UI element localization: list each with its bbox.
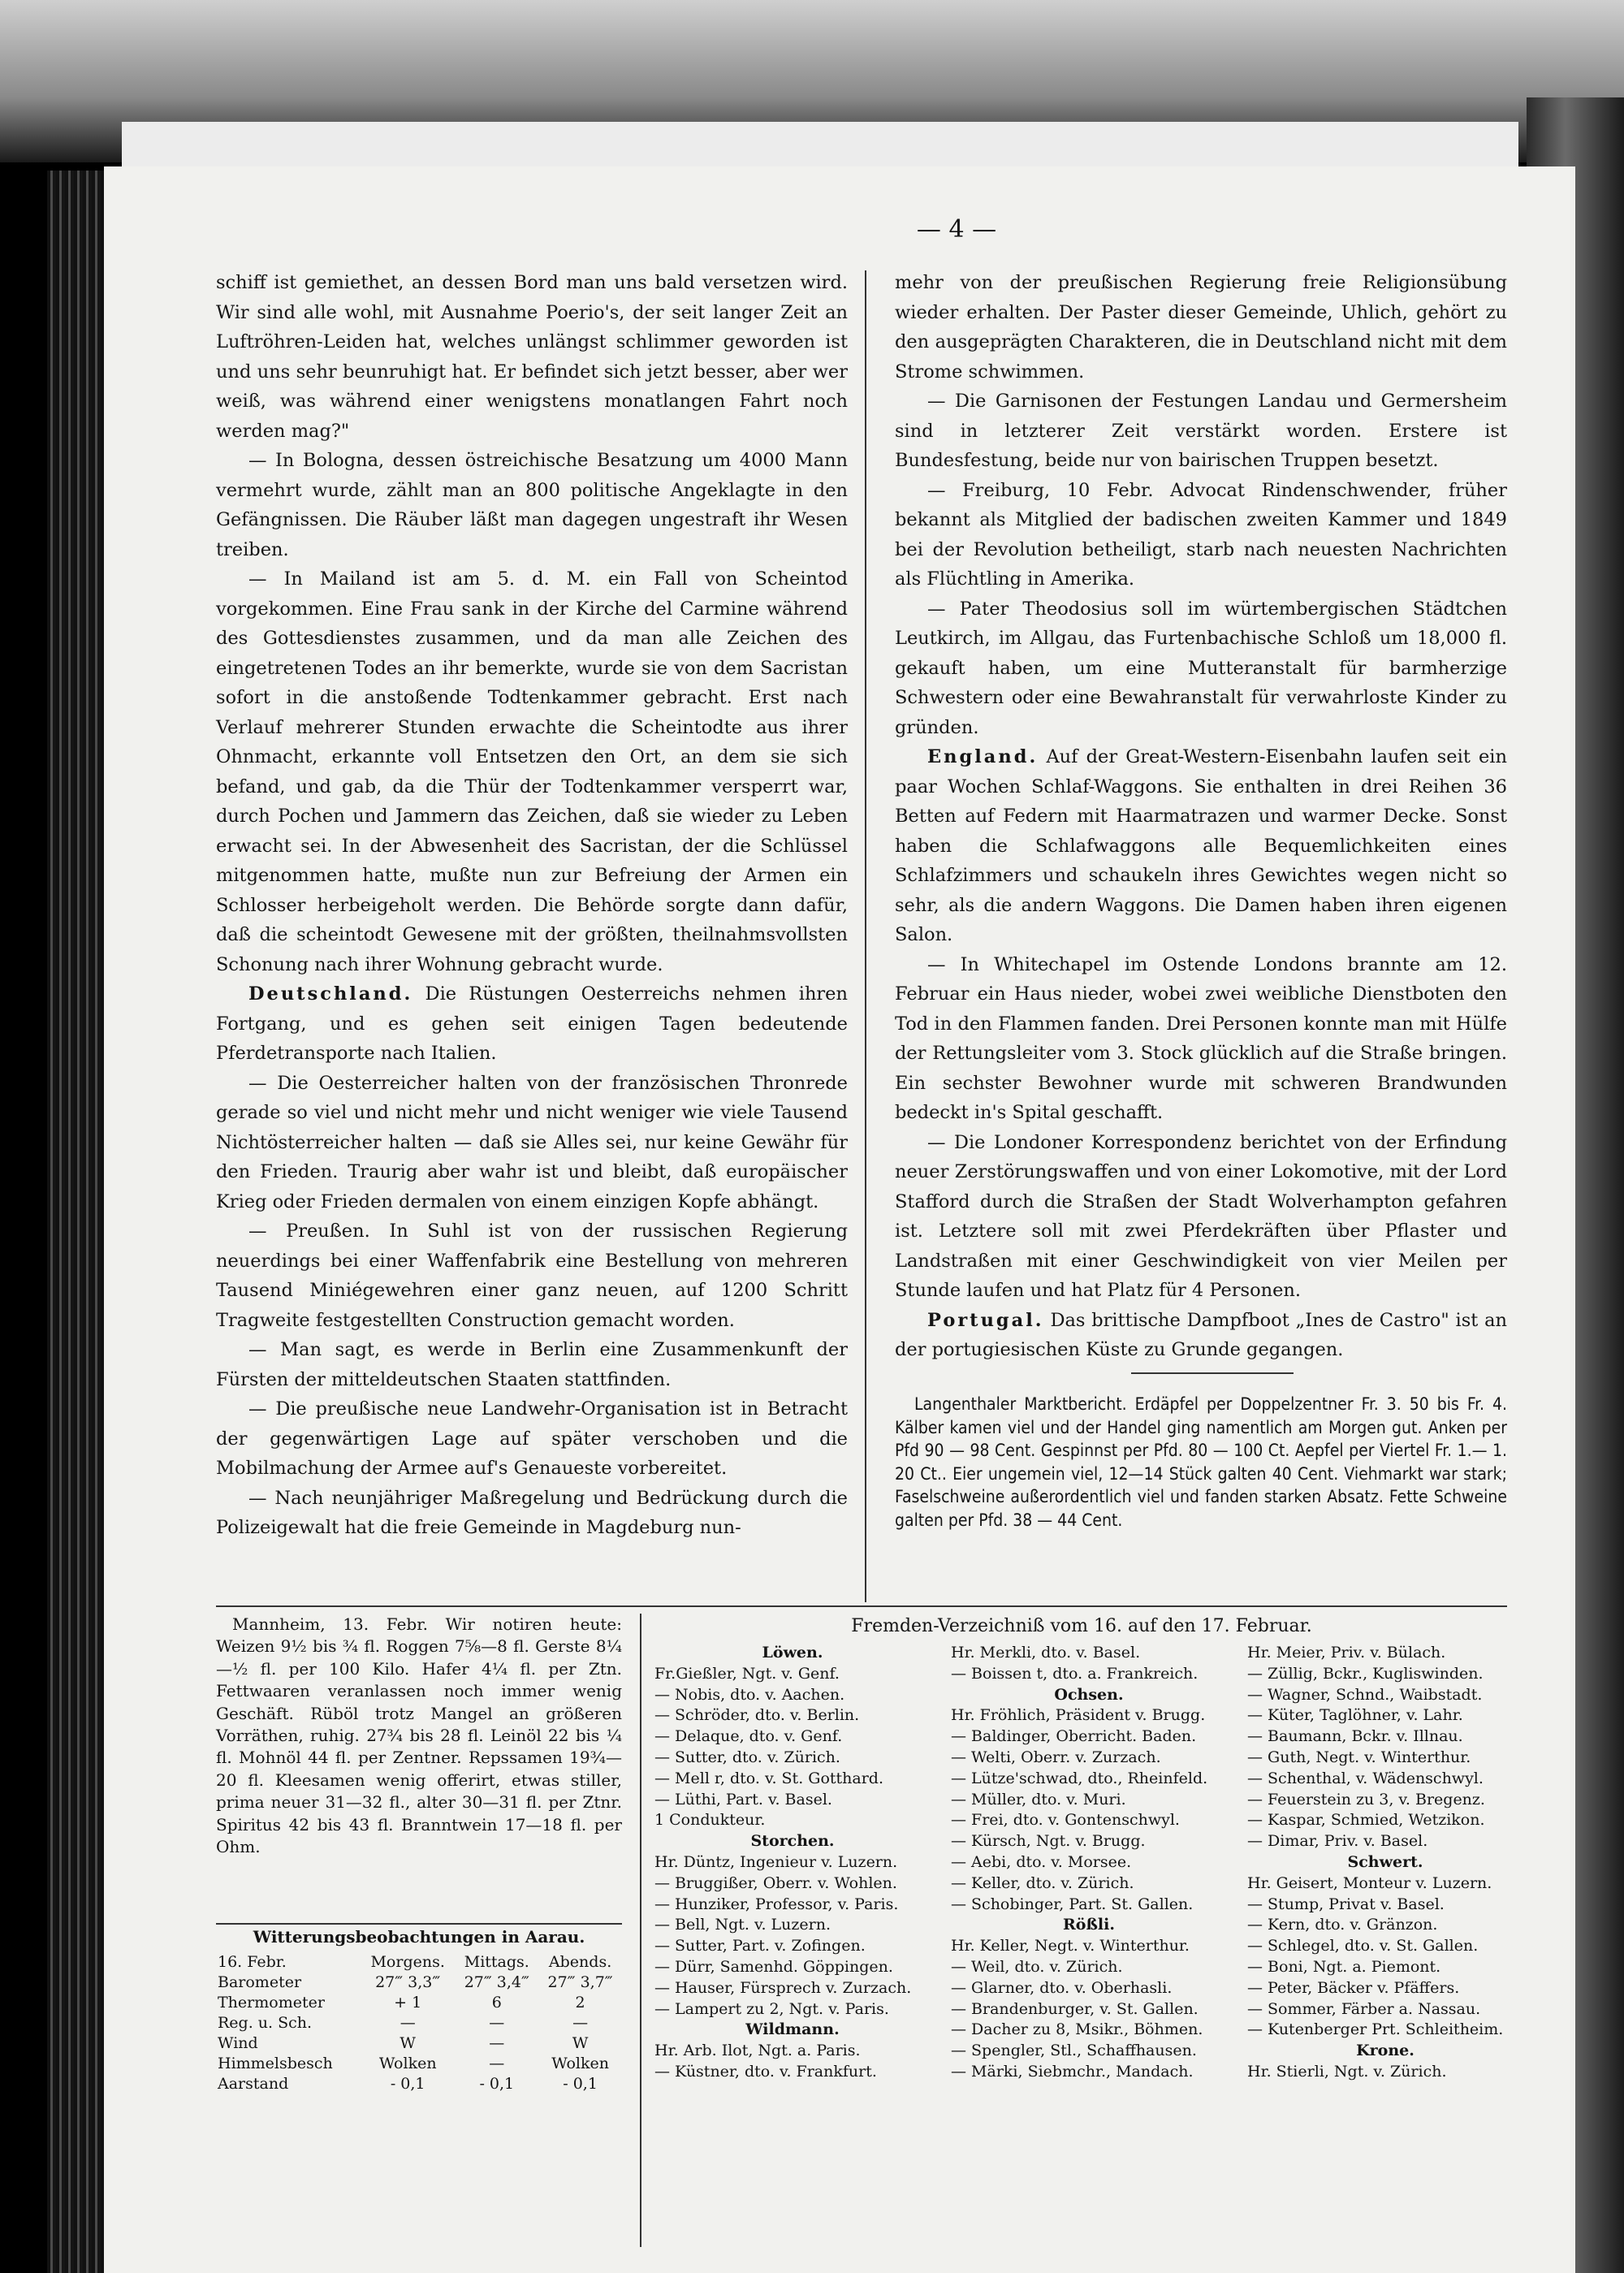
section-divider [1131, 1372, 1294, 1374]
article-paragraph: — Preußen. In Suhl ist von der russischen Regierung neuerdings bei einer Waffenfabrik eine Bestellung von mehreren Tausend Miniégewehren einer ganz neuen, auf 1200 Schritt Tragweite festgestellten Construction gemacht worden. [216, 1221, 848, 1331]
guest-entry: — Lüthi, Part. v. Basel. [654, 1790, 832, 1808]
article-paragraph: — Man sagt, es werde in Berlin eine Zusammenkunft der Fürsten der mitteldeutschen Staaten stattfinden. [216, 1339, 848, 1390]
guest-entry: — Frei, dto. v. Gontenschwyl. [951, 1811, 1180, 1830]
guest-entry: — Küstner, dto. v. Frankfurt. [654, 2062, 877, 2081]
article-paragraph: — In Mailand ist am 5. d. M. ein Fall von Scheintod vorgekommen. Eine Frau sank in der Kirche del Carmine während des Gottesdienstes zusammen, und da man alle Zeichen des eingetretenen Todes an ihr bemerkte, wurde sie von dem Sacristan sofort in die anstoßende Todtenkammer gebracht. Erst nach Verlauf mehrerer Stunden erwachte die Scheintodte aus ihrer Ohnmacht, erkannte voll Entsetzen den Ort, an dem sie sich befand, und gab, da die Thür der Todtenkammer versperrt war, durch Pochen und Jammern das Zeichen, daß sie wieder zu Leben erwacht sei. In der Abwesenheit des Sacristan, der die Schlüssel mitgenommen hatte, mußte nun zur Befreiung der Armen ein Schlosser herbeigeholt werden. Die Behörde sorgte dann dafür, daß die scheintodt Gewesene mit der größten, theilnahmsvollsten Schonung nach ihrer Wohnung gebracht wurde. [216, 568, 848, 975]
guest-entry: — Märki, Siebmchr., Mandach. [951, 2062, 1194, 2081]
guest-entry: 1 Condukteur. [654, 1811, 766, 1830]
guest-entry: — Nobis, dto. v. Aachen. [654, 1685, 845, 1704]
guest-entry: — Stump, Privat v. Basel. [1247, 1895, 1445, 1913]
guest-entry: — Züllig, Bckr., Kugliswinden. [1247, 1664, 1484, 1683]
guest-entry: — Kern, dto. v. Gränzon. [1247, 1916, 1438, 1934]
weather-row [216, 2073, 622, 2094]
weather-cell: — [489, 2013, 505, 2032]
weather-cell: - 0,1 [563, 2074, 598, 2093]
article-paragraph: Deutschland. Die Rüstungen Oesterreichs nehmen ihren Fortgang, und es gehen seit einigen Tagen bedeutende Pferdetransporte nach Italien. [216, 983, 848, 1064]
weather-cell: Himmelsbesch [218, 2054, 333, 2072]
guest-entry: — Glarner, dto. v. Oberhasli. [951, 1978, 1173, 1997]
guest-entry: — Bell, Ngt. v. Luzern. [654, 1916, 831, 1934]
weather-title: Witterungsbeobachtungen in Aarau. [253, 1927, 585, 1947]
weather-cell: Wind [218, 2033, 258, 2052]
article-paragraph: — In Bologna, dessen östreichische Besatzung um 4000 Mann vermehrt wurde, zählt man an 800 politische Angeklagte in den Gefängnissen. Die Räuber läßt man dagegen ungestraft ihr Wesen treiben. [216, 450, 848, 560]
weather-cell: — [400, 2013, 416, 2032]
section-heading-deutschland: Deutschland. [248, 983, 413, 1005]
section-heading-england: England. [927, 746, 1039, 767]
weather-divider [216, 1923, 622, 1925]
guest-entry: — Welti, Oberr. v. Zurzach. [951, 1748, 1161, 1766]
weather-cell: Reg. u. Sch. [218, 2013, 313, 2032]
weather-cell: 2 [575, 1993, 585, 2012]
weather-cell: — [489, 2054, 505, 2072]
guest-entry: — Guth, Negt. v. Winterthur. [1247, 1748, 1471, 1766]
guest-entry: — Bruggißer, Oberr. v. Wohlen. [654, 1873, 897, 1892]
weather-cell: Aarstand [218, 2074, 289, 2093]
book-spine [47, 171, 104, 2273]
guest-entry: — Peter, Bäcker v. Pfäffers. [1247, 1978, 1460, 1997]
fremden-title: Fremden-Verzeichniß vom 16. auf den 17. Februar. [851, 1616, 1312, 1636]
market-report [895, 1393, 1507, 1532]
hotel-name: Krone. [1356, 2042, 1415, 2060]
underlying-sheet [122, 122, 1518, 171]
hotel-name: Wildmann. [745, 2020, 840, 2039]
guest-entry: — Kürsch, Ngt. v. Brugg. [951, 1832, 1146, 1851]
guest-entry: — Schenthal, v. Wädenschwyl. [1247, 1769, 1484, 1787]
bottom-column-divider [640, 1614, 641, 2247]
weather-header-cell: Morgens. [370, 1952, 445, 1971]
weather-cell: Wolken [378, 2054, 437, 2072]
weather-header-cell: 16. Febr. [218, 1952, 287, 1971]
fremden-column-3 [1247, 1643, 1523, 2083]
weather-cell: - 0,1 [479, 2074, 515, 2093]
article-paragraph: — Die Oesterreicher halten von der französischen Thronrede gerade so viel und nicht mehr und nicht weniger wie viele Tausend Nichtösterreicher halten — daß sie Alles sei, nur keine Gewähr für den Frieden. Traurig aber wahr ist und bleibt, daß europäischer Krieg oder Frieden dermalen von einem einzigen Kopfe abhängt. [216, 1072, 848, 1212]
left-column [216, 268, 848, 1543]
article-paragraph: — Die Garnisonen der Festungen Landau und Germersheim sind in letzterer Zeit verstärkt worden. Erstere ist Bundesfestung, beide nur von bairischen Truppen besetzt. [895, 391, 1507, 471]
guest-entry: — Sommer, Färber a. Nassau. [1247, 1999, 1481, 2018]
article-paragraph: — Nach neunjähriger Maßregelung und Bedrückung durch die Polizeigewalt hat die freie Gemeinde in Magdeburg nun- [216, 1487, 848, 1538]
guest-entry: — Schobinger, Part. St. Gallen. [951, 1895, 1194, 1913]
page-number: — 4 — [916, 215, 997, 244]
weather-cell: W [572, 2033, 589, 2052]
guest-entry: Hr. Düntz, Ingenieur v. Luzern. [654, 1852, 898, 1871]
weather-cell: — [489, 2033, 505, 2052]
weather-cell: 27‴ 3,3‴ [375, 1973, 441, 1991]
guest-entry: Hr. Fröhlich, Präsident v. Brugg. [951, 1706, 1206, 1725]
guest-entry: — Hauser, Fürsprech v. Zurzach. [654, 1978, 912, 1997]
guest-entry: Hr. Merkli, dto. v. Basel. [951, 1644, 1141, 1662]
guest-entry: — Kaspar, Schmied, Wetzikon. [1247, 1811, 1485, 1830]
guest-entry: — Mell r, dto. v. St. Gotthard. [654, 1769, 884, 1787]
guest-entry: — Boni, Ngt. a. Piemont. [1247, 1957, 1441, 1976]
article-paragraph: — Die Londoner Korrespondenz berichtet von der Erfindung neuer Zerstörungswaffen und von einer Lokomotive, mit der Lord Stafford durch die Straßen der Stadt Wolverhampton gefahren ist. Letztere soll mit zwei Pferdekräften über Pflaster und Landstraßen mit einer Geschwindigkeit von vier Meilen per Stunde laufen und hat Platz für 4 Personen. [895, 1131, 1507, 1301]
article-paragraph: — In Whitechapel im Ostende Londons brannte am 12. Februar ein Haus nieder, wobei zwei weibliche Dienstboten den Tod in den Flammen fanden. Drei Personen konnte man mit Hülfe der Rettungsleiter vom 3. Stock glücklich auf die Straße bringen. Ein sechster Bewohner wurde mit schweren Brandwunden bedeckt in's Spital geschafft. [895, 953, 1507, 1123]
weather-header-row [216, 1951, 622, 1972]
newspaper-page [104, 166, 1575, 2273]
weather-header-cell: Abends. [548, 1952, 612, 1971]
weather-cell: 27‴ 3,4‴ [464, 1973, 529, 1991]
right-column [895, 268, 1507, 1365]
weather-cell: — [572, 2013, 589, 2032]
article-paragraph: mehr von der preußischen Regierung freie Religionsübung wieder erhalten. Der Paster dieser Gemeinde, Uhlich, gehört zu den ausgeprägten Charakteren, die in Deutschland nicht mit dem Strome schwimmen. [895, 272, 1507, 382]
weather-cell: - 0,1 [390, 2074, 425, 2093]
guest-entry: — Müller, dto. v. Muri. [951, 1790, 1126, 1808]
guest-entry: — Dürr, Samenhd. Göppingen. [654, 1957, 893, 1976]
guest-entry: — Wagner, Schnd., Waibstadt. [1247, 1685, 1483, 1704]
fremden-column-1 [654, 1643, 931, 2083]
weather-row [216, 2053, 622, 2073]
guest-entry: — Lampert zu 2, Ngt. v. Paris. [654, 1999, 889, 2018]
mannheim-report-text: Mannheim, 13. Febr. Wir notiren heute: Weizen 9½ bis ¾ fl. Roggen 7⅝—8 fl. Gerste 8¼—½ fl. per 100 Kilo. Hafer 4¼ fl. per Ztn. Fettwaaren veranlassen noch immer wenig Geschäft. Rüböl trotz Mangel an größeren Vorräthen, ruhig. 27¾ bis 28 fl. Leinöl 22 bis ¼ fl. Mohnöl 44 fl. per Zentner. Repssamen 19¾—20 fl. Kleesamen wenig offerirt, etwas stiller, prima neuer 31—32 fl., alter 30—31 fl. per Ztnr. Spiritus 42 bis 43 fl. Branntwein 17—18 fl. per Ohm. [216, 1614, 622, 1857]
article-paragraph: England. Auf der Great-Western-Eisenbahn laufen seit ein paar Wochen Schlaf-Waggons. Sie enthalten in drei Reihen 36 Betten auf Federn mit Haarmatrazen und warmer Decke. Sonst haben die Schlafwaggons alle Bequemlichkeiten eines Schlafzimmers und schaukeln ihres Gewichtes wegen nicht so sehr, als die andern Waggons. Die Damen haben ihren eigenen Salon. [895, 746, 1507, 945]
hotel-name: Rößli. [1063, 1916, 1115, 1934]
guest-entry: — Brandenburger, v. St. Gallen. [951, 1999, 1199, 2018]
guest-entry: — Feuerstein zu 3, v. Bregenz. [1247, 1790, 1485, 1808]
weather-cell: Barometer [218, 1973, 302, 1991]
article-paragraph: — Freiburg, 10 Febr. Advocat Rindenschwender, früher bekannt als Mitglied der badischen zweiten Kammer und 1849 bei der Revolution betheiligt, starb nach neuesten Nachrichten als Flüchtling in Amerika. [895, 479, 1507, 590]
guest-entry: — Dacher zu 8, Msikr., Böhmen. [951, 2020, 1203, 2039]
hotel-name: Schwert. [1347, 1852, 1423, 1871]
weather-row [216, 1992, 622, 2012]
guest-entry: — Sutter, dto. v. Zürich. [654, 1748, 840, 1766]
guest-entry: — Baldinger, Oberricht. Baden. [951, 1727, 1197, 1746]
guest-entry: — Delaque, dto. v. Genf. [654, 1727, 843, 1746]
weather-cell: W [400, 2033, 416, 2052]
section-heading-portugal: Portugal. [927, 1309, 1044, 1331]
weather-row [216, 2012, 622, 2033]
article-paragraph: Portugal. Das brittische Dampfboot „Ines de Castro" ist an der portugiesischen Küste zu Grunde gegangen. [895, 1309, 1508, 1360]
guest-entry: — Weil, dto. v. Zürich. [951, 1957, 1123, 1976]
guest-entry: — Aebi, dto. v. Morsee. [951, 1852, 1132, 1871]
guest-entry: Hr. Meier, Priv. v. Bülach. [1247, 1644, 1446, 1662]
guest-entry: Hr. Keller, Negt. v. Winterthur. [951, 1937, 1190, 1955]
guest-entry: — Hunziker, Professor, v. Paris. [654, 1895, 899, 1913]
guest-entry: Fr.Gießler, Ngt. v. Genf. [654, 1664, 840, 1683]
guest-entry: — Sutter, Part. v. Zofingen. [654, 1937, 866, 1955]
guest-entry: Hr. Stierli, Ngt. v. Zürich. [1247, 2062, 1447, 2081]
guest-entry: — Dimar, Priv. v. Basel. [1247, 1832, 1428, 1851]
guest-entry: — Keller, dto. v. Zürich. [951, 1873, 1134, 1892]
article-paragraph: — Die preußische neue Landwehr-Organisation ist in Betracht der gegenwärtigen Lage auf später verschoben und die Mobilmachung der Armee auf's Genaueste vorbereitet. [216, 1398, 848, 1479]
guest-entry: Hr. Geisert, Monteur v. Luzern. [1247, 1873, 1492, 1892]
weather-header-cell: Mittags. [464, 1952, 529, 1971]
guest-entry: — Küter, Taglöhner, v. Lahr. [1247, 1706, 1463, 1725]
guest-entry: — Lütze'schwad, dto., Rheinfeld. [951, 1769, 1208, 1787]
column-divider [865, 270, 866, 1602]
guest-entry: — Schröder, dto. v. Berlin. [654, 1706, 860, 1725]
guest-entry: — Baumann, Bckr. v. Illnau. [1247, 1727, 1463, 1746]
weather-cell: 6 [491, 1993, 502, 2012]
hotel-name: Löwen. [762, 1644, 823, 1662]
mannheim-report [216, 1614, 622, 1858]
hotel-name: Storchen. [750, 1832, 835, 1851]
guest-entry: — Kutenberger Prt. Schleitheim. [1247, 2020, 1504, 2039]
weather-row [216, 1972, 622, 1992]
weather-cell: + 1 [394, 1993, 422, 2012]
weather-table [216, 1951, 622, 2094]
fremden-column-2 [951, 1643, 1227, 2083]
weather-cell: Thermometer [218, 1993, 325, 2012]
guest-entry: — Spengler, Stl., Schaffhausen. [951, 2042, 1197, 2060]
guest-entry: Hr. Arb. Ilot, Ngt. a. Paris. [654, 2042, 861, 2060]
article-paragraph: — Pater Theodosius soll im würtembergischen Städtchen Leutkirch, im Allgau, das Furtenbachische Schloß um 18,000 fl. gekauft haben, um eine Mutteranstalt für barmherzige Schwestern oder eine Bewahranstalt für verwahrloste Kinder zu gründen. [895, 598, 1507, 738]
hotel-name: Ochsen. [1054, 1685, 1124, 1704]
weather-cell: 27‴ 3,7‴ [547, 1973, 613, 1991]
weather-cell: Wolken [551, 2054, 609, 2072]
article-paragraph: schiff ist gemiethet, an dessen Bord man uns bald versetzen wird. Wir sind alle wohl, mit Ausnahme Poerio's, der seit langer Zeit an Luftröhren-Leiden hat, welches unlängst schlimmer geworden ist und uns sehr beunruhigt hat. Er befindet sich jetzt besser, aber wer weiß, was während einer wenigstens monatlangen Fahrt noch werden mag?" [216, 272, 848, 442]
horizontal-divider [216, 1605, 1507, 1607]
guest-entry: — Schlegel, dto. v. St. Gallen. [1247, 1937, 1479, 1955]
market-report-text: Langenthaler Marktbericht. Erdäpfel per Doppelzentner Fr. 3. 50 bis Fr. 4. Kälber kamen viel und der Handel ging namentlich am Morgen gut. Anken per Pfd 90 — 98 Cent. Gespinnst per Pfd. 80 — 100 Ct. Aepfel per Viertel Fr. 1.— 1. 20 Ct.. Eier ungemein viel, 12—14 Stück galten 40 Cent. Viehmarkt war stark; Faselschweine außerordentlich viel und fanden starken Absatz. Fette Schweine galten per Pfd. 38 — 44 Cent. [895, 1394, 1507, 1530]
guest-entry: — Boissen t, dto. a. Frankreich. [951, 1664, 1199, 1683]
weather-row [216, 2033, 622, 2053]
